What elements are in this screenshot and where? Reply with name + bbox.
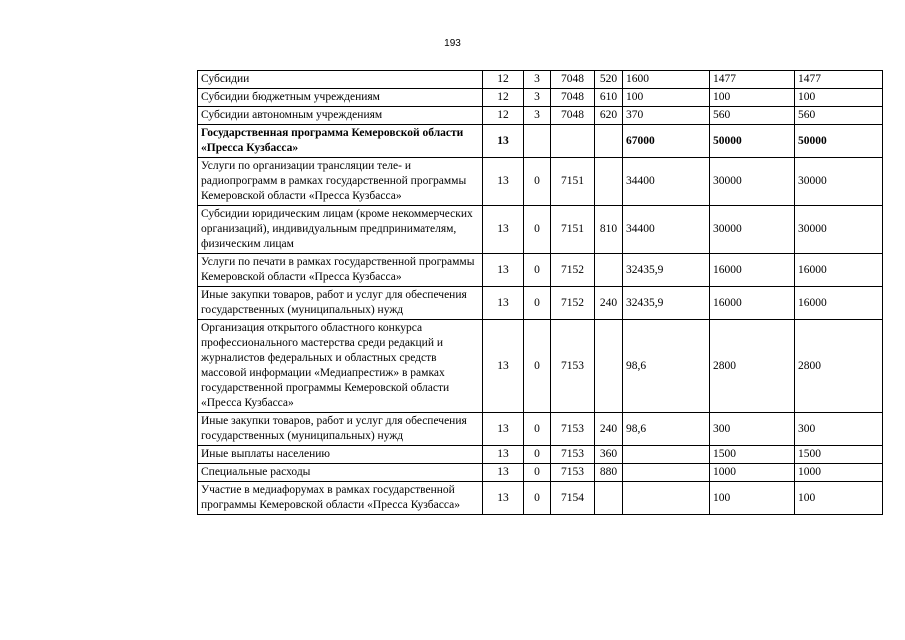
- row-name-cell: Субсидии автономным учреждениям: [198, 107, 483, 125]
- target-code-cell: 7153: [551, 446, 595, 464]
- amount-2-cell: 50000: [710, 125, 795, 158]
- amount-3-cell: 1500: [795, 446, 883, 464]
- table-row: [198, 71, 883, 89]
- subsection-code-cell: [524, 125, 551, 158]
- expense-type-cell: [595, 482, 623, 515]
- target-code-cell: 7153: [551, 413, 595, 446]
- amount-3-cell: 1000: [795, 464, 883, 482]
- section-code-cell: 13: [483, 320, 524, 413]
- expense-type-cell: 880: [595, 464, 623, 482]
- amount-2-cell: 16000: [710, 254, 795, 287]
- row-name-cell: Иные выплаты населению: [198, 446, 483, 464]
- amount-1-cell: 67000: [623, 125, 710, 158]
- amount-1-cell: 98,6: [623, 413, 710, 446]
- target-code-cell: 7151: [551, 206, 595, 254]
- amount-1-cell: [623, 446, 710, 464]
- row-name-cell: Участие в медиафорумах в рамках государственной программы Кемеровской области «Пресса Кузбасса»: [198, 482, 483, 515]
- table-row: [198, 206, 883, 254]
- subsection-code-cell: 0: [524, 446, 551, 464]
- target-code-cell: 7152: [551, 254, 595, 287]
- amount-1-cell: 34400: [623, 206, 710, 254]
- section-code-cell: 12: [483, 107, 524, 125]
- expense-type-cell: [595, 158, 623, 206]
- section-code-cell: 13: [483, 254, 524, 287]
- row-name-cell: Субсидии: [198, 71, 483, 89]
- amount-3-cell: 560: [795, 107, 883, 125]
- subsection-code-cell: 0: [524, 482, 551, 515]
- amount-3-cell: 2800: [795, 320, 883, 413]
- subsection-code-cell: 0: [524, 320, 551, 413]
- budget-table: [197, 70, 883, 515]
- amount-1-cell: 98,6: [623, 320, 710, 413]
- expense-type-cell: 520: [595, 71, 623, 89]
- target-code-cell: 7048: [551, 71, 595, 89]
- table-body: [198, 71, 883, 515]
- table-row: [198, 287, 883, 320]
- amount-2-cell: 560: [710, 107, 795, 125]
- amount-2-cell: 1477: [710, 71, 795, 89]
- row-name-cell: Субсидии бюджетным учреждениям: [198, 89, 483, 107]
- subsection-code-cell: 0: [524, 413, 551, 446]
- amount-3-cell: 30000: [795, 158, 883, 206]
- amount-1-cell: [623, 464, 710, 482]
- section-code-cell: 13: [483, 287, 524, 320]
- subsection-code-cell: 3: [524, 107, 551, 125]
- expense-type-cell: 610: [595, 89, 623, 107]
- table-row: [198, 482, 883, 515]
- row-name-cell: Иные закупки товаров, работ и услуг для обеспечения государственных (муниципальных) нужд: [198, 287, 483, 320]
- amount-1-cell: [623, 482, 710, 515]
- section-code-cell: 12: [483, 71, 524, 89]
- amount-3-cell: 16000: [795, 287, 883, 320]
- table-row: [198, 89, 883, 107]
- expense-type-cell: [595, 254, 623, 287]
- amount-3-cell: 16000: [795, 254, 883, 287]
- amount-3-cell: 1477: [795, 71, 883, 89]
- amount-1-cell: 100: [623, 89, 710, 107]
- expense-type-cell: 360: [595, 446, 623, 464]
- row-name-cell: Государственная программа Кемеровской области «Пресса Кузбасса»: [198, 125, 483, 158]
- target-code-cell: [551, 125, 595, 158]
- target-code-cell: 7151: [551, 158, 595, 206]
- table-row: [198, 125, 883, 158]
- amount-2-cell: 30000: [710, 206, 795, 254]
- subsection-code-cell: 0: [524, 464, 551, 482]
- amount-2-cell: 1000: [710, 464, 795, 482]
- row-name-cell: Специальные расходы: [198, 464, 483, 482]
- row-name-cell: Организация открытого областного конкурса профессионального мастерства среди редакций и журналистов федеральных и областных средств массовой информации «Медиапрестиж» в рамках государственной программы Кемеровской области «Пресса Кузбасса»: [198, 320, 483, 413]
- amount-2-cell: 2800: [710, 320, 795, 413]
- row-name-cell: Услуги по организации трансляции теле- и радиопрограмм в рамках государственной программы Кемеровской области «Пресса Кузбасса»: [198, 158, 483, 206]
- target-code-cell: 7048: [551, 107, 595, 125]
- amount-3-cell: 30000: [795, 206, 883, 254]
- expense-type-cell: 240: [595, 287, 623, 320]
- amount-1-cell: 34400: [623, 158, 710, 206]
- section-code-cell: 13: [483, 413, 524, 446]
- section-code-cell: 13: [483, 464, 524, 482]
- target-code-cell: 7153: [551, 464, 595, 482]
- expense-type-cell: [595, 320, 623, 413]
- expense-type-cell: 240: [595, 413, 623, 446]
- section-code-cell: 13: [483, 125, 524, 158]
- expense-type-cell: [595, 125, 623, 158]
- amount-2-cell: 1500: [710, 446, 795, 464]
- section-code-cell: 13: [483, 206, 524, 254]
- section-code-cell: 13: [483, 158, 524, 206]
- amount-2-cell: 16000: [710, 287, 795, 320]
- section-code-cell: 12: [483, 89, 524, 107]
- amount-2-cell: 100: [710, 482, 795, 515]
- expense-type-cell: 620: [595, 107, 623, 125]
- target-code-cell: 7152: [551, 287, 595, 320]
- target-code-cell: 7048: [551, 89, 595, 107]
- table-row: [198, 413, 883, 446]
- table-row: [198, 158, 883, 206]
- subsection-code-cell: 3: [524, 71, 551, 89]
- subsection-code-cell: 0: [524, 206, 551, 254]
- table-row: [198, 320, 883, 413]
- subsection-code-cell: 0: [524, 287, 551, 320]
- row-name-cell: Субсидии юридическим лицам (кроме некоммерческих организаций), индивидуальным предпринимателям, физическим лицам: [198, 206, 483, 254]
- amount-1-cell: 370: [623, 107, 710, 125]
- table-row: [198, 446, 883, 464]
- amount-2-cell: 300: [710, 413, 795, 446]
- expense-type-cell: 810: [595, 206, 623, 254]
- amount-3-cell: 100: [795, 482, 883, 515]
- amount-1-cell: 32435,9: [623, 287, 710, 320]
- subsection-code-cell: 0: [524, 254, 551, 287]
- section-code-cell: 13: [483, 446, 524, 464]
- amount-1-cell: 32435,9: [623, 254, 710, 287]
- table-row: [198, 254, 883, 287]
- row-name-cell: Иные закупки товаров, работ и услуг для обеспечения государственных (муниципальных) нужд: [198, 413, 483, 446]
- page-number: 193: [444, 38, 461, 49]
- amount-3-cell: 300: [795, 413, 883, 446]
- subsection-code-cell: 0: [524, 158, 551, 206]
- subsection-code-cell: 3: [524, 89, 551, 107]
- section-code-cell: 13: [483, 482, 524, 515]
- table-row: [198, 464, 883, 482]
- amount-1-cell: 1600: [623, 71, 710, 89]
- amount-3-cell: 100: [795, 89, 883, 107]
- row-name-cell: Услуги по печати в рамках государственной программы Кемеровской области «Пресса Кузбасса»: [198, 254, 483, 287]
- table-row: [198, 107, 883, 125]
- target-code-cell: 7154: [551, 482, 595, 515]
- amount-3-cell: 50000: [795, 125, 883, 158]
- amount-2-cell: 30000: [710, 158, 795, 206]
- target-code-cell: 7153: [551, 320, 595, 413]
- amount-2-cell: 100: [710, 89, 795, 107]
